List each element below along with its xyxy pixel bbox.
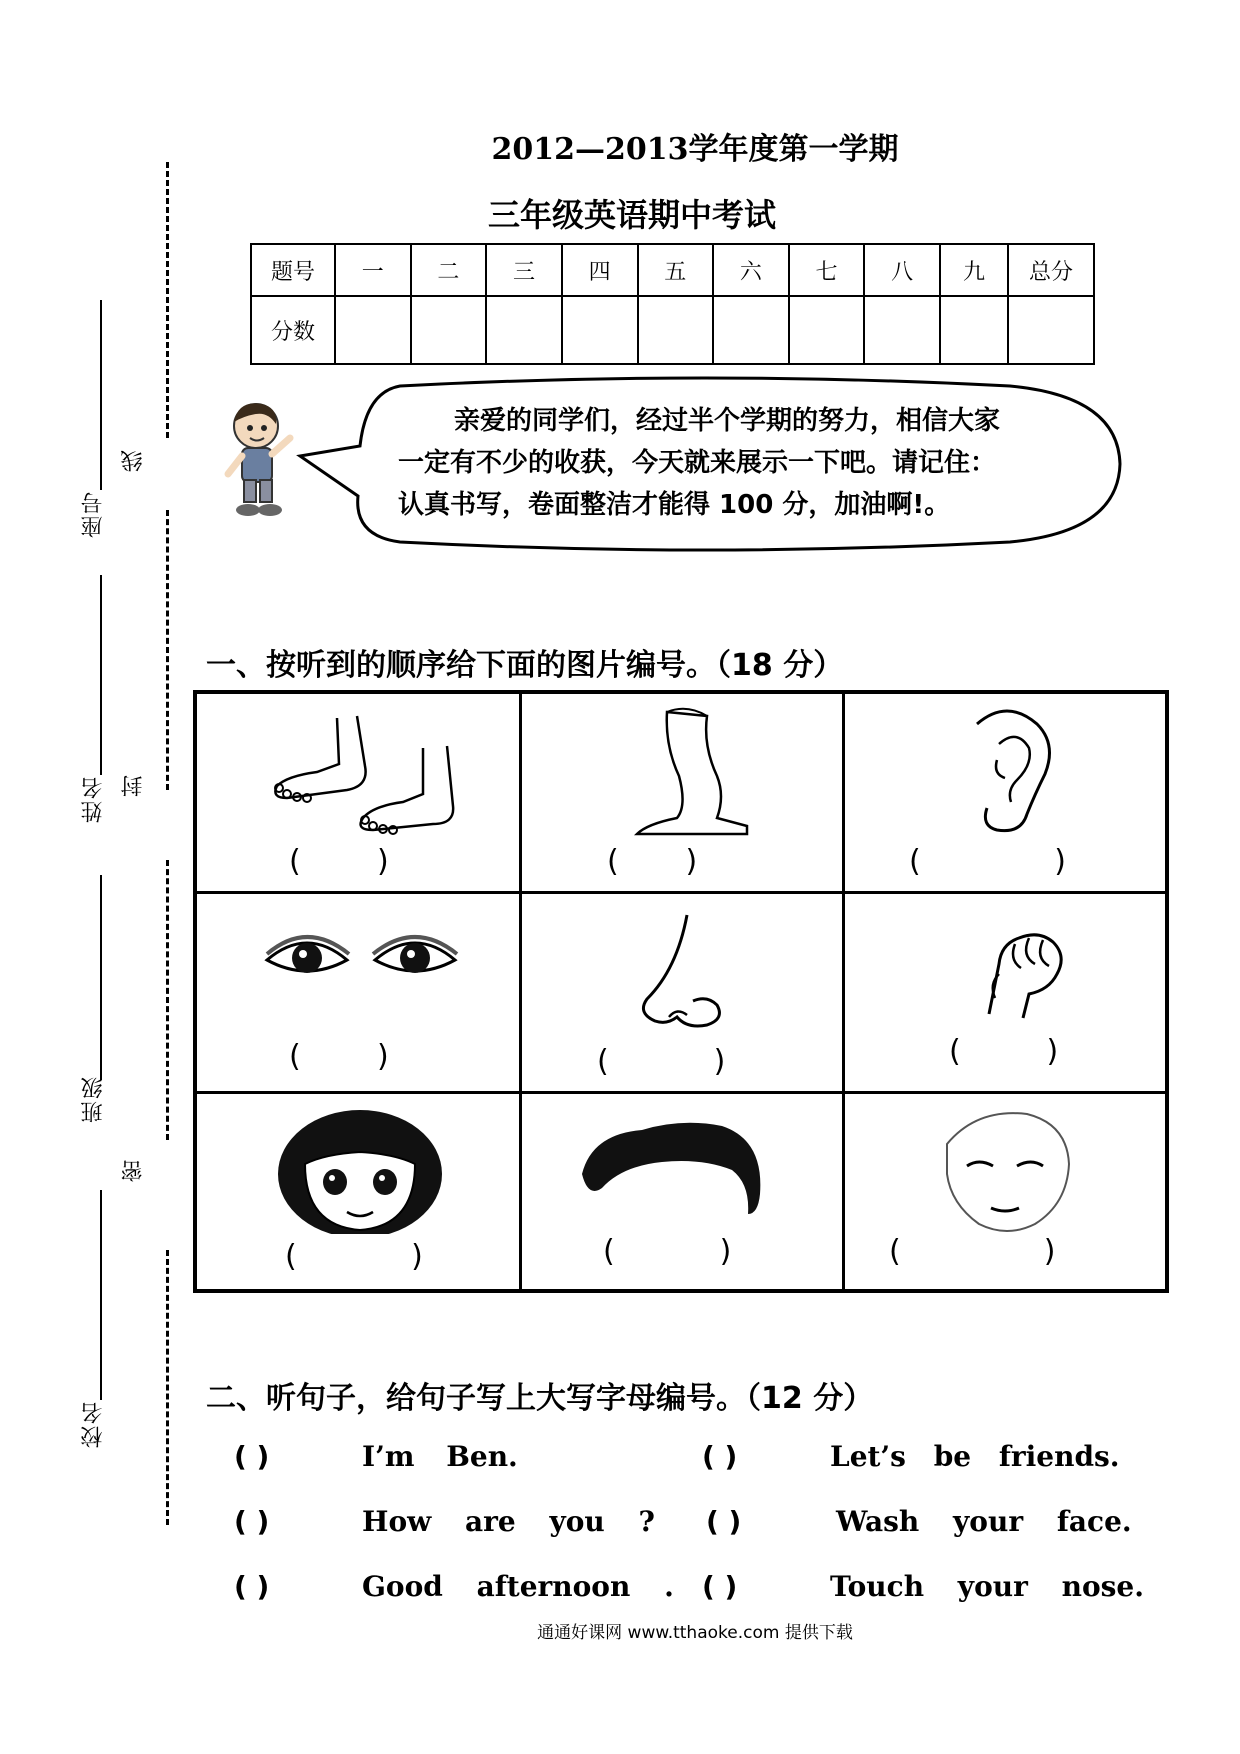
score-input-cell[interactable] bbox=[864, 296, 940, 364]
score-input-cell[interactable] bbox=[940, 296, 1008, 364]
sentence-item: Wash your face. bbox=[836, 1505, 1132, 1538]
seat-number-label: 座号 bbox=[81, 490, 106, 538]
answer-bracket[interactable]: ( ) bbox=[234, 1570, 270, 1603]
score-table-header-row bbox=[251, 244, 1094, 296]
ear-icon bbox=[937, 704, 1087, 844]
name-line[interactable] bbox=[100, 575, 102, 775]
sentence-item: I’m Ben. bbox=[362, 1440, 518, 1473]
binding-mark-seal: 封 bbox=[121, 775, 146, 797]
sentence-item: Let’s be friends. bbox=[830, 1440, 1120, 1473]
answer-bracket[interactable]: ( ) bbox=[702, 1440, 738, 1473]
bubble-line: 一定有不少的收获，今天就来展示一下吧。请记住： bbox=[398, 448, 997, 478]
score-table-cell: 七 bbox=[789, 244, 865, 296]
face-icon bbox=[917, 1104, 1087, 1239]
answer-bracket[interactable]: ( ) bbox=[234, 1440, 270, 1473]
face-girl-icon bbox=[265, 1104, 455, 1234]
hair-icon bbox=[572, 1114, 772, 1224]
bubble-line: 认真书写，卷面整洁才能得 100 分，加油啊!。 bbox=[398, 490, 951, 520]
answer-bracket[interactable]: ( ) bbox=[949, 1034, 1059, 1069]
exam-subtitle: 三年级英语期中考试 bbox=[488, 196, 777, 234]
sentence-item: Touch your nose. bbox=[830, 1570, 1144, 1603]
answer-bracket[interactable]: ( ) bbox=[603, 1234, 732, 1269]
score-input-cell[interactable] bbox=[1008, 296, 1094, 364]
grid-divider bbox=[197, 1091, 1165, 1094]
score-input-cell[interactable] bbox=[713, 296, 789, 364]
answer-bracket[interactable]: ( ) bbox=[889, 1234, 1056, 1269]
answer-bracket[interactable]: ( ) bbox=[607, 844, 698, 879]
grid-divider bbox=[842, 694, 845, 1289]
bubble-line: 亲爱的同学们，经过半个学期的努力，相信大家 bbox=[454, 406, 1001, 436]
answer-bracket[interactable]: ( ) bbox=[702, 1570, 738, 1603]
picture-grid bbox=[193, 690, 1169, 1293]
answer-bracket[interactable]: ( ) bbox=[597, 1044, 726, 1079]
sentence-item: Good afternoon . bbox=[362, 1570, 674, 1603]
score-table-cell: 五 bbox=[638, 244, 714, 296]
answer-bracket[interactable]: ( ) bbox=[289, 1039, 389, 1074]
score-table-cell: 总分 bbox=[1008, 244, 1094, 296]
score-table-score-row bbox=[251, 296, 1094, 364]
score-input-cell[interactable] bbox=[411, 296, 487, 364]
class-label: 班级 bbox=[81, 1075, 106, 1123]
class-line[interactable] bbox=[100, 875, 102, 1080]
answer-bracket[interactable]: ( ) bbox=[234, 1505, 270, 1538]
score-table bbox=[250, 243, 1095, 365]
score-table-cell: 四 bbox=[562, 244, 638, 296]
binding-dash-line bbox=[166, 162, 169, 438]
sentence-item: How are you ? bbox=[362, 1505, 655, 1538]
answer-bracket[interactable]: ( ) bbox=[285, 1239, 423, 1274]
name-label: 姓名 bbox=[81, 775, 106, 823]
eyes-icon bbox=[257, 924, 467, 994]
score-input-cell[interactable] bbox=[638, 296, 714, 364]
school-line[interactable] bbox=[100, 1190, 102, 1400]
score-row-label: 分数 bbox=[251, 296, 335, 364]
section1-title: 一、按听到的顺序给下面的图片编号。（18 分） bbox=[206, 648, 844, 683]
school-label: 校名 bbox=[81, 1400, 106, 1448]
binding-dash-line bbox=[166, 860, 169, 1140]
leg-icon bbox=[607, 706, 767, 846]
score-input-cell[interactable] bbox=[486, 296, 562, 364]
score-input-cell[interactable] bbox=[335, 296, 411, 364]
feet-icon bbox=[247, 706, 477, 836]
binding-mark-line: 线 bbox=[121, 450, 146, 472]
seat-number-line[interactable] bbox=[100, 300, 102, 490]
score-table-cell: 六 bbox=[713, 244, 789, 296]
exam-title: 2012—2013学年度第一学期 bbox=[491, 132, 899, 167]
score-table-cell: 八 bbox=[864, 244, 940, 296]
answer-bracket[interactable]: ( ) bbox=[289, 844, 389, 879]
score-table-cell: 二 bbox=[411, 244, 487, 296]
score-table-cell: 题号 bbox=[251, 244, 335, 296]
nose-icon bbox=[607, 909, 757, 1049]
binding-dash-line bbox=[166, 510, 169, 790]
grid-divider bbox=[197, 891, 1165, 894]
binding-dash-line bbox=[166, 1250, 169, 1525]
score-input-cell[interactable] bbox=[562, 296, 638, 364]
bubble-message bbox=[398, 400, 1098, 526]
binding-mark-secret: 密 bbox=[121, 1160, 146, 1182]
hand-icon bbox=[969, 914, 1079, 1024]
score-table-cell: 三 bbox=[486, 244, 562, 296]
section2-title: 二、听句子，给句子写上大写字母编号。（12 分） bbox=[206, 1381, 874, 1416]
score-input-cell[interactable] bbox=[789, 296, 865, 364]
answer-bracket[interactable]: ( ) bbox=[706, 1505, 742, 1538]
answer-bracket[interactable]: ( ) bbox=[909, 844, 1066, 879]
grid-divider bbox=[519, 694, 522, 1289]
footer-credit: 通通好课网 www.tthaoke.com 提供下载 bbox=[537, 1623, 853, 1643]
score-table-cell: 一 bbox=[335, 244, 411, 296]
score-table-cell: 九 bbox=[940, 244, 1008, 296]
